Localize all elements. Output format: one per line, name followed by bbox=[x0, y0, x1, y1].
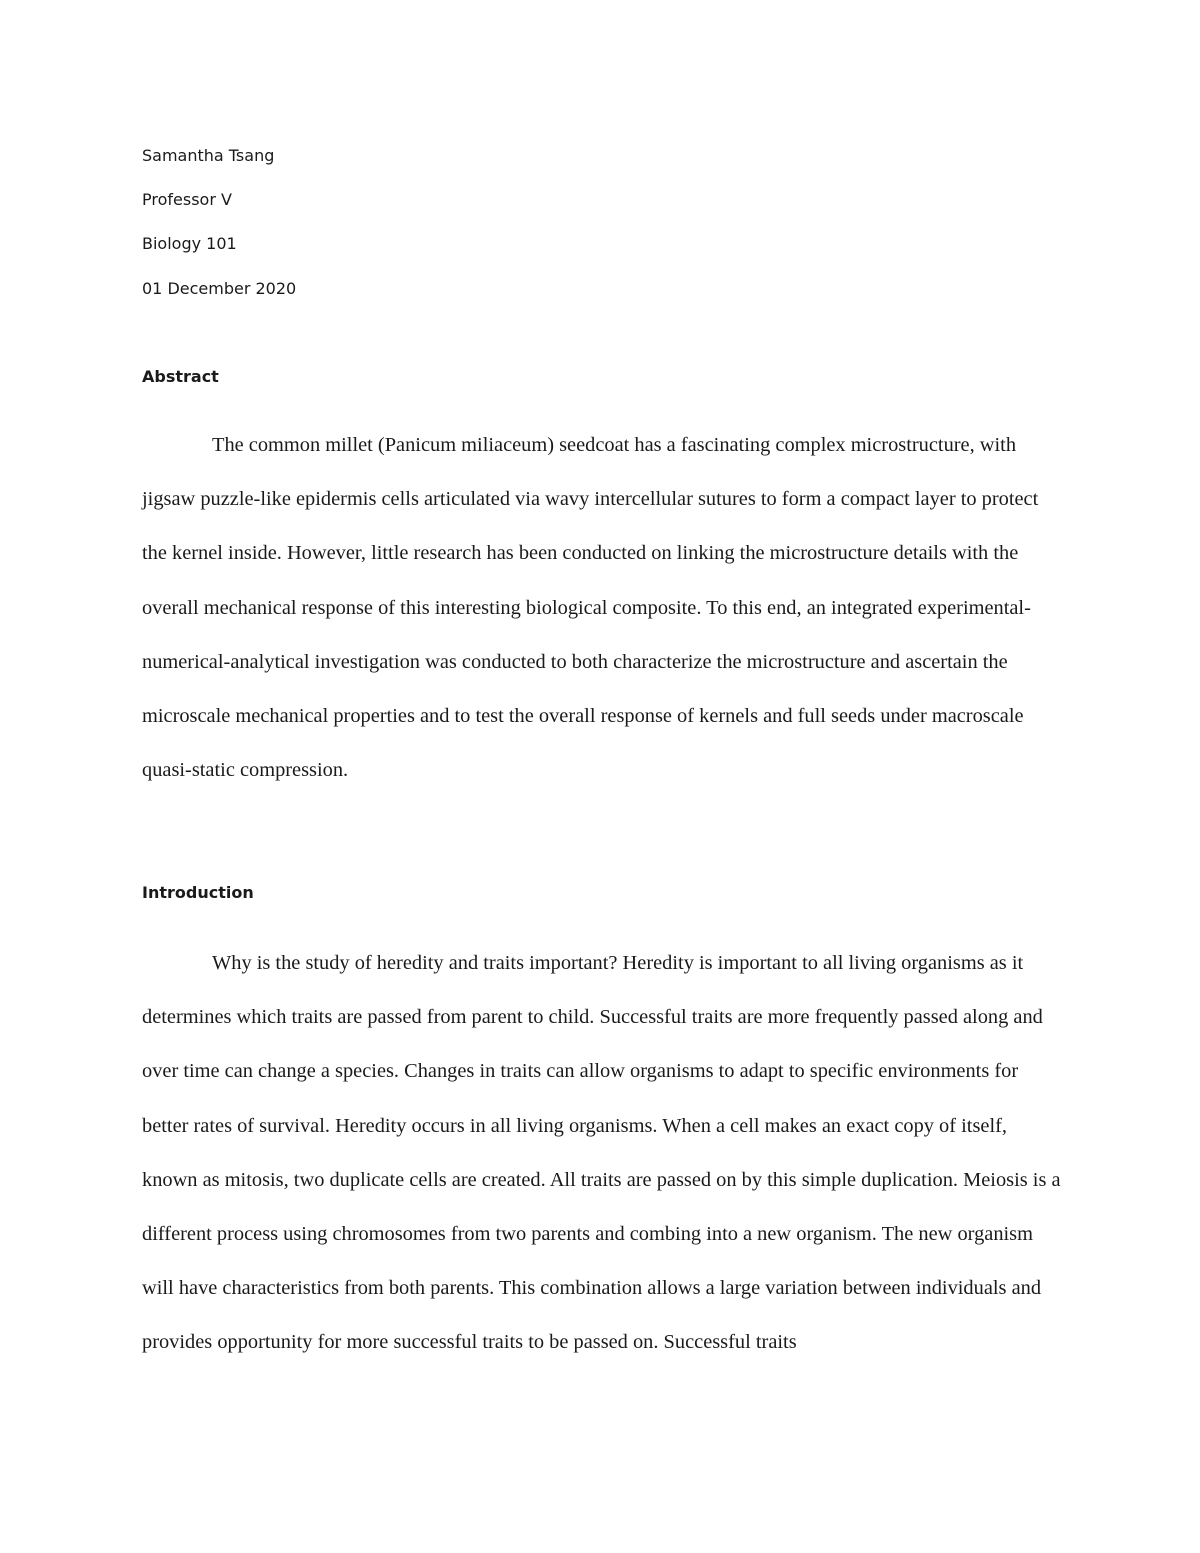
document-date: 01 December 2020 bbox=[142, 279, 297, 298]
introduction-heading: Introduction bbox=[142, 883, 254, 902]
abstract-heading: Abstract bbox=[142, 367, 219, 386]
abstract-paragraph: The common millet (Panicum miliaceum) seedcoat has a fascinating complex microstructure, with jigsaw puzzle-like epidermis cells articulated via wavy intercellular sutures to form a compact layer to protect the kernel inside. However, little research has been conducted on linking the microstructure details with the overall mechanical response of this interesting biological composite. To this end, an integrated experimental-numerical-analytical investigation was conducted to both characterize the microstructure and ascertain the microscale mechanical properties and to test the overall response of kernels and full seeds under macroscale quasi-static compression. bbox=[142, 434, 1039, 782]
author-name: Samantha Tsang bbox=[142, 146, 275, 165]
introduction-paragraph: Why is the study of heredity and traits important? Heredity is important to all living organisms as it determines which traits are passed from parent to child. Successful traits are more frequently passed along and over time can change a species. Changes in traits can allow organisms to adapt to specific environments for better rates of survival. Heredity occurs in all living organisms. When a cell makes an exact copy of itself, known as mitosis, two duplicate cells are created. All traits are passed on by this simple duplication. Meiosis is a different process using chromosomes from two parents and combing into a new organism. The new organism will have characteristics from both parents. This combination allows a large variation between individuals and provides opportunity for more successful traits to be passed on. Successful traits bbox=[142, 952, 1061, 1354]
course-name: Biology 101 bbox=[142, 234, 237, 253]
professor-name: Professor V bbox=[142, 190, 232, 209]
